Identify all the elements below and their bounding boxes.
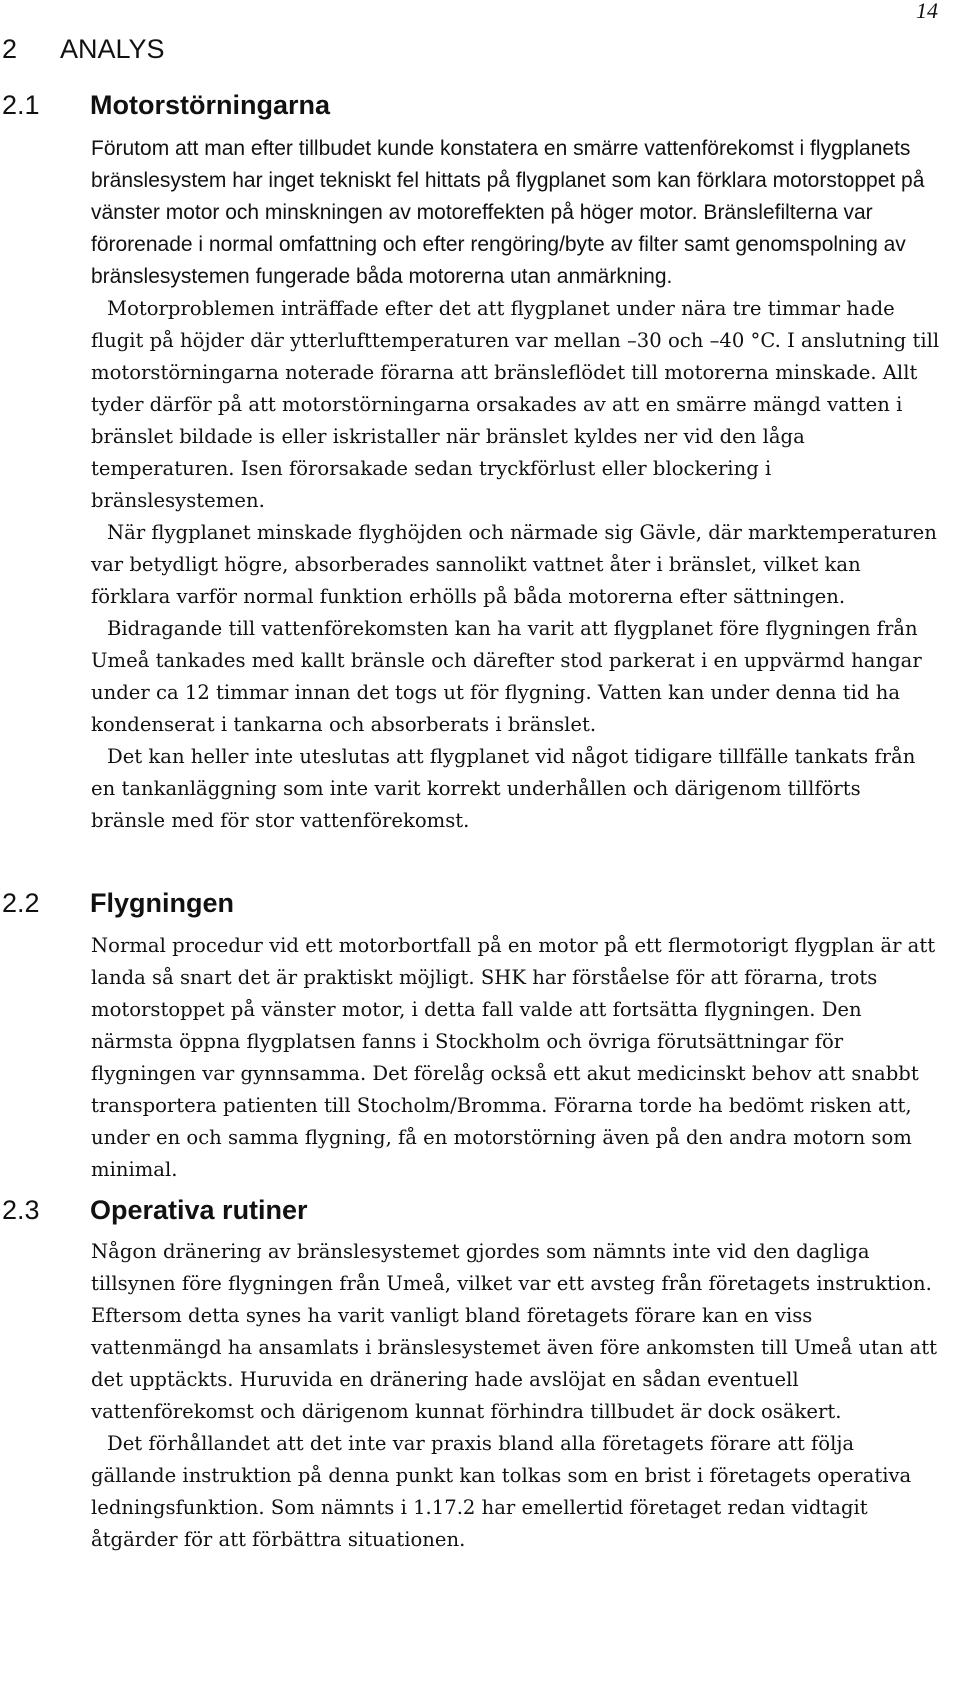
section-heading-2-3 <box>2 1195 308 1226</box>
section-number: 2.1 <box>2 90 40 120</box>
paragraph: Det förhållandet att det inte var praxis bland alla företagets förare att följa gällande instruktion på denna punkt kan tolkas som en brist i företagets operativa ledningsfunktion. Som nämnts i 1.17.2 har emellertid företaget redan vidtagit åtgärder för att förbättra situationen. <box>91 1432 912 1551</box>
paragraph: Det kan heller inte uteslutas att flygplanet vid något tidigare tillfälle tankats från en tankanläggning som inte varit korrekt underhållen och därigenom tillförts bränsle med för stor vattenförekomst. <box>91 745 916 832</box>
chapter-title: ANALYS <box>60 34 165 64</box>
paragraph: Normal procedur vid ett motorbortfall på en motor på ett flermotorigt flygplan är att landa så snart det är praktiskt möjligt. SHK har förståelse för att förarna, trots motorstoppet på vänster motor, i detta fall valde att fortsätta flygningen. Den närmsta öppna flygplatsen fanns i Stockholm och övriga förutsättningar för flygningen var gynnsamma. Det förelåg också ett akut medicinskt behov att snabbt transportera patienten till Stocholm/Bromma. Förarna torde ha bedömt risken att, under en och samma flygning, få en motorstörning även på den andra motorn som minimal. <box>91 934 936 1181</box>
section-number: 2.2 <box>2 888 40 918</box>
paragraph: Motorproblemen inträffade efter det att flygplanet under nära tre timmar hade flugit på höjder där ytterlufttemperaturen var mellan –30 och –40 °C. I anslutning till motorstörningarna noterade förarna att bränsleflödet till motorerna minskade. Allt tyder därför på att motorstörningarna orsakades av att en smärre mängd vatten i bränslet bildade is eller iskristaller när bränslet kyldes ner vid den låga temperaturen. Isen förorsakade sedan tryckförlust eller blockering i bränslesystemen. <box>91 297 940 512</box>
section-heading-2-1 <box>2 90 330 121</box>
paragraph <box>91 133 941 293</box>
chapter-number: 2 <box>2 34 18 64</box>
section-title: Operativa rutiner <box>90 1195 308 1225</box>
section-body-2-3 <box>91 1236 941 1556</box>
section-heading-2-2 <box>2 888 234 919</box>
section-title: Motorstörningarna <box>90 90 330 120</box>
section-body-2-2 <box>91 930 941 1186</box>
paragraph: Någon dränering av bränslesystemet gjordes som nämnts inte vid den dagliga tillsynen före flygningen från Umeå, vilket var ett avsteg från företagets instruktion. Eftersom detta synes ha varit vanligt bland företagets förare kan en viss vattenmängd ha ansamlats i bränslesystemet även före ankomsten till Umeå utan att det upptäckts. Huruvida en dränering hade avslöjat en sådan eventuell vattenförekomst och därigenom kunnat förhindra tillbudet är dock osäkert. <box>91 1240 938 1423</box>
section-body-2-1 <box>91 133 941 837</box>
paragraph-sans-text: Förutom att man efter tillbudet kunde konstatera en smärre vattenförekomst i flygplanets bränslesystem har inget tekniskt fel hittats på flygplanet som kan förklara motorstoppet på vänster motor och minskningen av motoreffekten på höger motor. Bränslefilterna var förorenade i normal omfattning och efter rengöring/byte av filter samt genomspolning av bränslesystemen fungerade båda motorerna utan anmärkning. <box>91 137 925 288</box>
paragraph: Bidragande till vattenförekomsten kan ha varit att flygplanet före flygningen från Umeå tankades med kallt bränsle och därefter stod parkerat i en uppvärmd hangar under ca 12 timmar innan det togs ut för flygning. Vatten kan under denna tid ha kondenserat i tankarna och absorberats i bränslet. <box>91 617 922 736</box>
section-title: Flygningen <box>90 888 234 918</box>
chapter-heading <box>2 34 165 65</box>
page-number: 14 <box>916 0 938 23</box>
paragraph: När flygplanet minskade flyghöjden och närmade sig Gävle, där marktemperaturen var betydligt högre, absorberades sannolikt vattnet åter i bränslet, vilket kan förklara varför normal funktion erhölls på båda motorerna efter sättningen. <box>91 521 937 608</box>
section-number: 2.3 <box>2 1195 40 1225</box>
